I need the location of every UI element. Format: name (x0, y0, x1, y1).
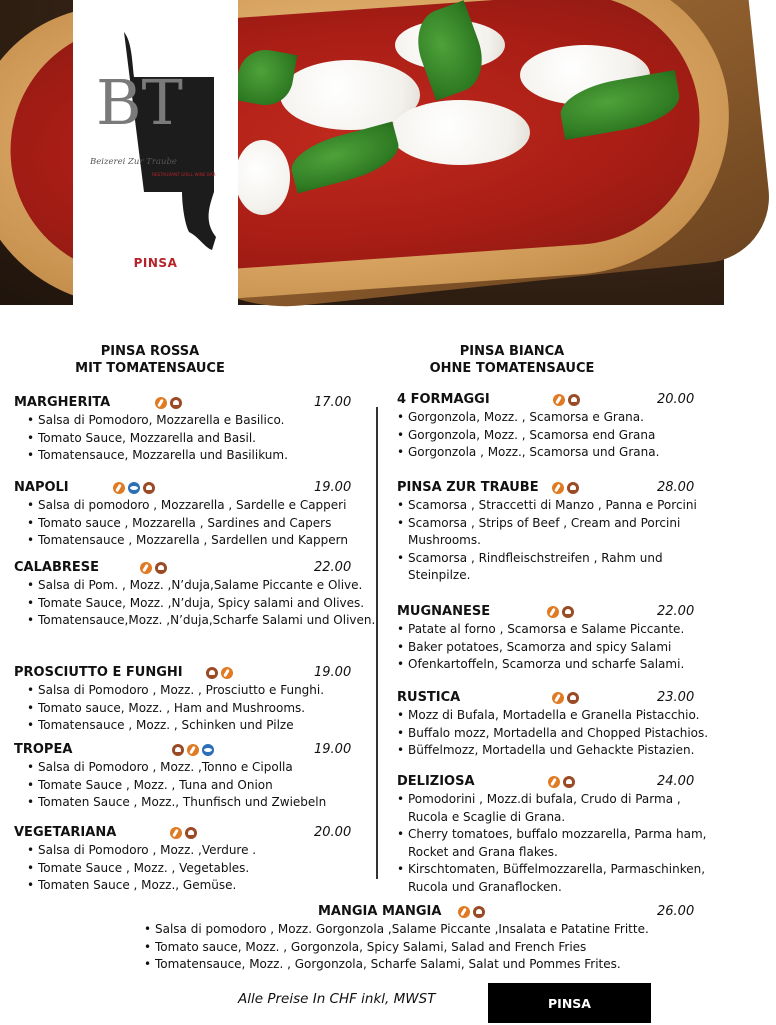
item-price: 19.00 (314, 665, 352, 680)
item-description-line: • Baker potatoes, Scamorza and spicy Salami (396, 639, 718, 657)
chili-icon (140, 562, 152, 574)
footer-pinsa-label: PINSA (488, 983, 651, 1023)
item-icons (155, 397, 182, 409)
mushroom-icon (563, 776, 575, 788)
logo-letters: BT (96, 66, 183, 139)
item-icons (170, 827, 197, 839)
item-name: MARGHERITA (14, 395, 111, 410)
item-icons (552, 482, 579, 494)
logo-category-label: PINSA (133, 256, 178, 270)
item-description-line: • Tomato sauce, Mozz. , Gorgonzola, Spicy Salami, Salad and French Fries (143, 939, 713, 957)
right-column-heading (382, 343, 642, 377)
item-description-line: • Tomate Sauce , Mozz. , Vegetables. (26, 860, 382, 878)
right-heading-line2: OHNE TOMATENSAUCE (429, 361, 595, 376)
chili-icon (458, 906, 470, 918)
item-description-line: • Kirschtomaten, Büffelmozzarella, Parmaschinken, Rucola und Granaflocken. (396, 861, 718, 896)
item-description-line: • Pomodorini , Mozz.di bufala, Crudo di Parma , Rucola e Scaglie di Grana. (396, 791, 718, 826)
item-description-line: • Scamorsa , Strips of Beef , Cream and Porcini Mushrooms. (396, 515, 718, 550)
item-icons (552, 692, 579, 704)
mushroom-icon (568, 394, 580, 406)
chili-icon (170, 827, 182, 839)
left-column-heading (20, 343, 280, 377)
item-description-line: • Salsa di pomodoro , Mozzarella , Sardelle e Capperi (26, 497, 382, 515)
chili-icon (553, 394, 565, 406)
item-description-line: • Salsa di Pomodoro , Mozz. , Prosciutto e Funghi. (26, 682, 382, 700)
item-description-line: • Gorgonzola, Mozz. , Scamorsa e Grana. (396, 409, 718, 427)
chili-icon (552, 692, 564, 704)
item-description-list (26, 412, 382, 465)
mushroom-icon (172, 744, 184, 756)
item-description-list (143, 921, 713, 974)
chili-icon (155, 397, 167, 409)
item-price: 22.00 (314, 560, 352, 575)
item-description-line: • Tomato sauce, Mozz. , Ham and Mushrooms. (26, 700, 382, 718)
item-name: PINSA ZUR TRAUBE (397, 480, 539, 495)
item-price: 19.00 (314, 480, 352, 495)
chili-icon (113, 482, 125, 494)
item-icons (140, 562, 167, 574)
item-price: 19.00 (314, 742, 352, 757)
item-description-line: • Tomatensauce , Mozzarella , Sardellen und Kappern (26, 532, 382, 550)
item-description-list (396, 707, 718, 760)
right-heading-line1: PINSA BIANCA (459, 344, 565, 359)
item-price: 22.00 (657, 604, 695, 619)
item-name: PROSCIUTTO E FUNGHI (14, 665, 183, 680)
mozzarella (235, 140, 290, 215)
item-icons (458, 906, 485, 918)
item-description-line: • Tomatensauce, Mozzarella und Basilikum. (26, 447, 382, 465)
mushroom-icon (562, 606, 574, 618)
item-name: NAPOLI (14, 480, 69, 495)
item-description-line: • Salsa di Pomodoro , Mozz. ,Verdure . (26, 842, 382, 860)
price-note: Alle Preise In CHF inkl, MWST (238, 991, 436, 1007)
item-name: TROPEA (14, 742, 73, 757)
item-icons (553, 394, 580, 406)
item-name: CALABRESE (14, 560, 99, 575)
item-description-line: • Tomatensauce, Mozz. , Gorgonzola, Scharfe Salami, Salat und Pommes Frites. (143, 956, 713, 974)
bt-logo (90, 32, 219, 252)
item-price: 26.00 (657, 904, 695, 919)
item-description-line: • Cherry tomatoes, buffalo mozzarella, Parma ham, Rocket and Grana flakes. (396, 826, 718, 861)
mozzarella (390, 100, 530, 165)
item-name: DELIZIOSA (397, 774, 475, 789)
item-price: 28.00 (657, 480, 695, 495)
mushroom-icon (185, 827, 197, 839)
item-description-line: • Scamorsa , Rindfleischstreifen , Rahm und Steinpilze. (396, 550, 718, 585)
mushroom-icon (155, 562, 167, 574)
item-description-line: • Scamorsa , Straccetti di Manzo , Panna e Porcini (396, 497, 718, 515)
item-description-line: • Patate al forno , Scamorsa e Salame Piccante. (396, 621, 718, 639)
item-description-line: • Gorgonzola, Mozz. , Scamorsa end Grana (396, 427, 718, 445)
item-name: MANGIA MANGIA (318, 904, 442, 919)
item-description-list (396, 497, 718, 585)
item-description-line: • Buffalo mozz, Mortadella and Chopped Pistachios. (396, 725, 718, 743)
item-description-line: • Gorgonzola , Mozz., Scamorsa und Grana. (396, 444, 718, 462)
item-description-list (26, 577, 382, 630)
chili-icon (187, 744, 199, 756)
mushroom-icon (206, 667, 218, 679)
logo-tagline: RESTAURANT GRILL WINE BAR (152, 172, 216, 177)
mushroom-icon (567, 482, 579, 494)
item-description-line: • Salsa di Pomodoro , Mozz. ,Tonno e Cipolla (26, 759, 382, 777)
mushroom-icon (143, 482, 155, 494)
item-description-line: • Tomatensauce , Mozz. , Schinken und Pilze (26, 717, 382, 735)
item-description-line: • Tomatensauce,Mozz. ,N’duja,Scharfe Salami und Oliven. (26, 612, 382, 630)
item-description-line: • Tomaten Sauce , Mozz., Thunfisch und Zwiebeln (26, 794, 382, 812)
chili-icon (548, 776, 560, 788)
item-description-line: • Tomate Sauce , Mozz. , Tuna and Onion (26, 777, 382, 795)
item-description-line: • Tomato sauce , Mozzarella , Sardines and Capers (26, 515, 382, 533)
fish-icon (128, 482, 140, 494)
item-description-line: • Mozz di Bufala, Mortadella e Granella Pistacchio. (396, 707, 718, 725)
item-description-line: • Tomaten Sauce , Mozz., Gemüse. (26, 877, 382, 895)
chili-icon (221, 667, 233, 679)
item-price: 17.00 (314, 395, 352, 410)
left-heading-line2: MIT TOMATENSAUCE (75, 361, 225, 376)
mushroom-icon (473, 906, 485, 918)
left-heading-line1: PINSA ROSSA (100, 344, 200, 359)
chili-icon (552, 482, 564, 494)
item-name: VEGETARIANA (14, 825, 117, 840)
fish-icon (202, 744, 214, 756)
item-description-list (26, 842, 382, 895)
logo-script-name: Beizerei Zur Traube (90, 157, 177, 167)
item-icons (206, 667, 233, 679)
chili-icon (547, 606, 559, 618)
item-description-list (26, 497, 382, 550)
item-description-list (26, 759, 382, 812)
item-description-list (26, 682, 382, 735)
mushroom-icon (170, 397, 182, 409)
item-description-line: • Salsa di pomodoro , Mozz. Gorgonzola ,Salame Piccante ,Insalata e Patatine Fritte. (143, 921, 713, 939)
item-description-list (396, 621, 718, 674)
item-description-list (396, 409, 718, 462)
item-description-line: • Tomato Sauce, Mozzarella and Basil. (26, 430, 382, 448)
item-description-line: • Ofenkartoffeln, Scamorza und scharfe Salami. (396, 656, 718, 674)
item-icons (113, 482, 155, 494)
item-description-line: • Salsa di Pom. , Mozz. ,N’duja,Salame Piccante e Olive. (26, 577, 382, 595)
item-description-list (396, 791, 718, 896)
item-description-line: • Tomate Sauce, Mozz. ,N’duja, Spicy salami and Olives. (26, 595, 382, 613)
item-description-line: • Büffelmozz, Mortadella und Gehackte Pistazien. (396, 742, 718, 760)
item-icons (172, 744, 214, 756)
item-description-line: • Salsa di Pomodoro, Mozzarella e Basilico. (26, 412, 382, 430)
item-price: 23.00 (657, 690, 695, 705)
item-name: RUSTICA (397, 690, 461, 705)
item-price: 24.00 (657, 774, 695, 789)
item-price: 20.00 (314, 825, 352, 840)
item-name: MUGNANESE (397, 604, 491, 619)
item-icons (547, 606, 574, 618)
item-name: 4 FORMAGGI (397, 392, 490, 407)
mushroom-icon (567, 692, 579, 704)
item-price: 20.00 (657, 392, 695, 407)
item-icons (548, 776, 575, 788)
